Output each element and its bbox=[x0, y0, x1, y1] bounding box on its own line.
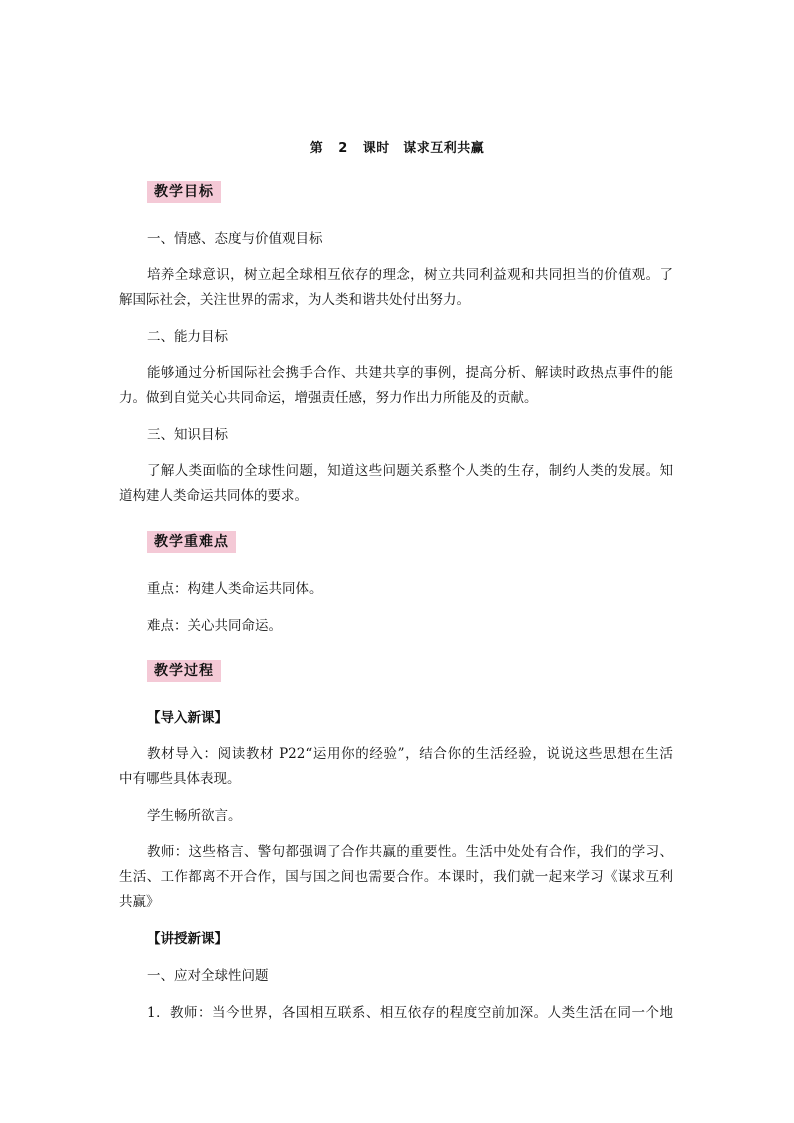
goal-paragraph-1-line-1: 培养全球意识，树立起全球相互依存的理念，树立共同利益观和共同担当的价值观。了 bbox=[147, 267, 673, 283]
goal-heading-1: 一、情感、态度与价值观目标 bbox=[147, 231, 323, 247]
lesson-title: 第 2 课时 谋求互利共赢 bbox=[309, 141, 485, 156]
students-response: 学生畅所欲言。 bbox=[147, 808, 242, 824]
key-point-focus: 重点：构建人类命运共同体。 bbox=[147, 581, 323, 597]
teacher-line-1: 教师：这些格言、警句都强调了合作共赢的重要性。生活中处处有合作，我们的学习、 bbox=[147, 844, 673, 860]
goal-heading-2: 二、能力目标 bbox=[147, 329, 228, 345]
goal-paragraph-2-line-1: 能够通过分析国际社会携手合作、共建共享的事例，提高分析、解读时政热点事件的能 bbox=[147, 365, 673, 381]
topic-1-item-1: 1．教师：当今世界，各国相互联系、相互依存的程度空前加深。人类生活在同一个地 bbox=[147, 1005, 673, 1021]
teacher-line-3: 共赢》 bbox=[119, 894, 160, 910]
lecture-heading: 【讲授新课】 bbox=[147, 931, 228, 947]
goal-paragraph-3-line-2: 道构建人类命运共同体的要求。 bbox=[119, 488, 308, 504]
teacher-line-2: 生活、工作都离不开合作，国与国之间也需要合作。本课时，我们就一起来学习《谋求互利 bbox=[119, 869, 673, 885]
topic-heading-1: 一、应对全球性问题 bbox=[147, 968, 269, 984]
section-tag-goals: 教学目标 bbox=[147, 181, 221, 203]
intro-heading: 【导入新课】 bbox=[147, 710, 228, 726]
goal-paragraph-2-line-2: 力。做到自觉关心共同命运，增强责任感，努力作出力所能及的贡献。 bbox=[119, 390, 538, 406]
intro-line-2: 中有哪些具体表现。 bbox=[119, 771, 241, 787]
key-point-difficulty: 难点：关心共同命运。 bbox=[147, 618, 282, 634]
goal-paragraph-1-line-2: 解国际社会，关注世界的需求，为人类和谐共处付出努力。 bbox=[119, 292, 470, 308]
intro-line-1: 教材导入：阅读教材 P22“运用你的经验”，结合你的生活经验，说说这些思想在生活 bbox=[147, 746, 673, 762]
section-tag-process: 教学过程 bbox=[147, 660, 221, 682]
section-tag-key-points: 教学重难点 bbox=[147, 531, 236, 553]
goal-paragraph-3-line-1: 了解人类面临的全球性问题，知道这些问题关系整个人类的生存，制约人类的发展。知 bbox=[147, 463, 673, 479]
goal-heading-3: 三、知识目标 bbox=[147, 427, 228, 443]
